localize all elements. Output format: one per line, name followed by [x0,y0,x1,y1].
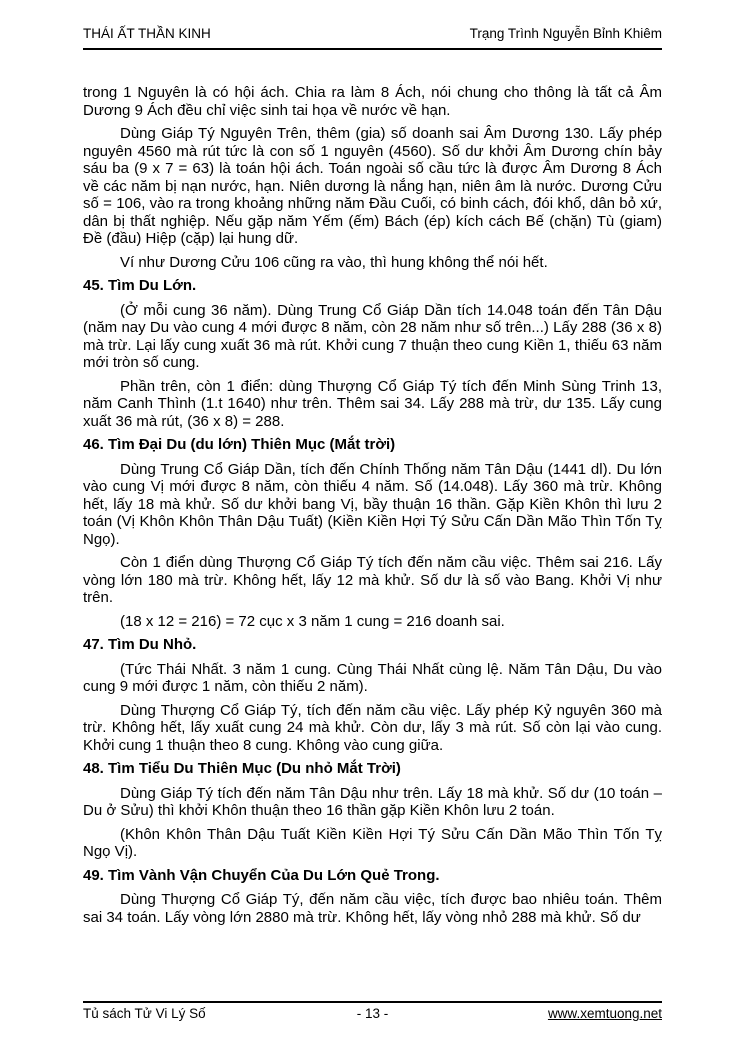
author-name: Trạng Trình Nguyễn Bỉnh Khiêm [469,26,662,41]
paragraph: Dùng Thượng Cổ Giáp Tý, đến năm cầu việc, tích được bao nhiêu toán. Thêm sai 34 toán. Lấy vòng lớn 2880 mà trừ. Không hết, lấy vòng nhỏ 288 mà khử. Số dư [83,891,662,926]
paragraph-continuation: trong 1 Nguyên là có hội ách. Chia ra làm 8 Ách, nói chung cho thông là tất cả Âm Dương 9 Ách đều chỉ việc sinh tai họa về nước về hạn. [83,84,662,119]
paragraph: Còn 1 điển dùng Thượng Cổ Giáp Tý tích đến năm cầu việc. Thêm sai 216. Lấy vòng lớn 180 mà trừ. Không hết, lấy 12 mà khử. Số dư là số vào Bang. Khởi Vị như trên. [83,554,662,606]
paragraph: Dùng Trung Cổ Giáp Dần, tích đến Chính Thống năm Tân Dậu (1441 dl). Du lớn vào cung Vị mới được 8 năm, còn thiếu 4 năm. Số (14.048). Lấy 360 mà trừ. Không hết, lấy 18 mà khử. Số dư khởi bang Vị, bầy thuận 16 thần. Gặp Kiền Khôn thì lưu 2 toán (Vị Khôn Khôn Thân Dậu Tuất) (Kiền Kiền Hợi Tý Sửu Cấn Dần Mão Thìn Tốn Tỵ Ngọ). [83,460,662,548]
page-number: - 13 - [356,1006,389,1021]
section-heading-47: 47. Tìm Du Nhỏ. [83,636,197,653]
paragraph: Ví như Dương Cửu 106 cũng ra vào, thì hung không thể nói hết. [120,253,548,271]
paragraph: Dùng Giáp Tý Nguyên Trên, thêm (gia) số doanh sai Âm Dương 130. Lấy phép nguyên 4560 mà rút tức là con số 1 nguyên (4560). Số dư khởi Âm Dương chín bảy sáu ba (9 x 7 = 63) là toán hội ách. Toán ngoài số cầu tức là được Âm Dương 8 Ách về các năm bị nạn nước, hạn. Niên dương là nắng hạn, niên âm là nước. Dương Cửu số = 106, vào ra trong khoảng những năm Đầu Cuối, có binh cách, đói khổ, dân bỏ xứ, dân bị thất nghiệp. Nếu gặp năm Yếm (ếm) Bách (ép) kích cách Bế (chặn) Tù (giam) Đề (đầu) Hiệp (cặp) lại hung dữ. [83,125,662,247]
page-header [83,26,662,50]
paragraph: Dùng Giáp Tý tích đến năm Tân Dậu như trên. Lấy 18 mà khử. Số dư (10 toán – Du ở Sửu) thì khởi Khôn thuận theo 16 thần gặp Kiền Khôn lưu 2 toán. [83,784,662,819]
paragraph: Dùng Thượng Cổ Giáp Tý, tích đến năm cầu việc. Lấy phép Kỷ nguyên 360 mà trừ. Không hết, lấy xuất cung 24 mà khử. Còn dư, lấy 3 mà rút. Số còn lại vào cung. Khởi cung 1 thuận theo 8 cung. Không vào cung giữa. [83,701,662,754]
section-heading-46: 46. Tìm Đại Du (du lớn) Thiên Mục (Mắt trời) [83,436,396,453]
section-heading-48: 48. Tìm Tiểu Du Thiên Mục (Du nhỏ Mắt Trời) [83,760,401,777]
section-heading-45: 45. Tìm Du Lớn. [83,277,197,294]
book-title: THÁI ẤT THẦN KINH [83,26,211,41]
website-link[interactable]: www.xemtuong.net [547,1006,662,1021]
page-body [83,84,662,932]
page-footer [83,1001,662,1022]
paragraph: (Tức Thái Nhất. 3 năm 1 cung. Cùng Thái Nhất cùng lệ. Năm Tân Dậu, Du vào cung 9 mới được 1 năm, còn thiếu 2 năm). [83,660,662,695]
paragraph: (Khôn Khôn Thân Dậu Tuất Kiền Kiền Hợi Tý Sửu Cấn Dần Mão Thìn Tốn Tỵ Ngọ Vị). [83,825,662,860]
paragraph: (Ở mỗi cung 36 năm). Dùng Trung Cổ Giáp Dần tích 14.048 toán đến Tân Dậu (năm nay Du vào cung 4 mới được 8 năm, còn 28 năm như số trên...) Lấy 288 (36 x 8) mà trừ. Lại lấy cung xuất 36 mà rút. Khởi cung 7 thuận theo cung Kiền 1, thiếu 63 năm mới tròn số cung. [83,301,662,371]
formula-line: (18 x 12 = 216) = 72 cục x 3 năm 1 cung = 216 doanh sai. [120,612,505,630]
series-title: Tủ sách Tử Vi Lý Số [83,1006,206,1021]
paragraph: Phần trên, còn 1 điển: dùng Thượng Cổ Giáp Tý tích đến Minh Sùng Trinh 13, năm Canh Thình (1.t 1640) như trên. Thêm sai 34. Lấy 288 mà trừ, dư 135. Lấy cung xuất 36 mà rút, (36 x 8) = 288. [83,377,662,430]
section-heading-49: 49. Tìm Vành Vận Chuyển Của Du Lớn Quẻ Trong. [83,866,440,884]
